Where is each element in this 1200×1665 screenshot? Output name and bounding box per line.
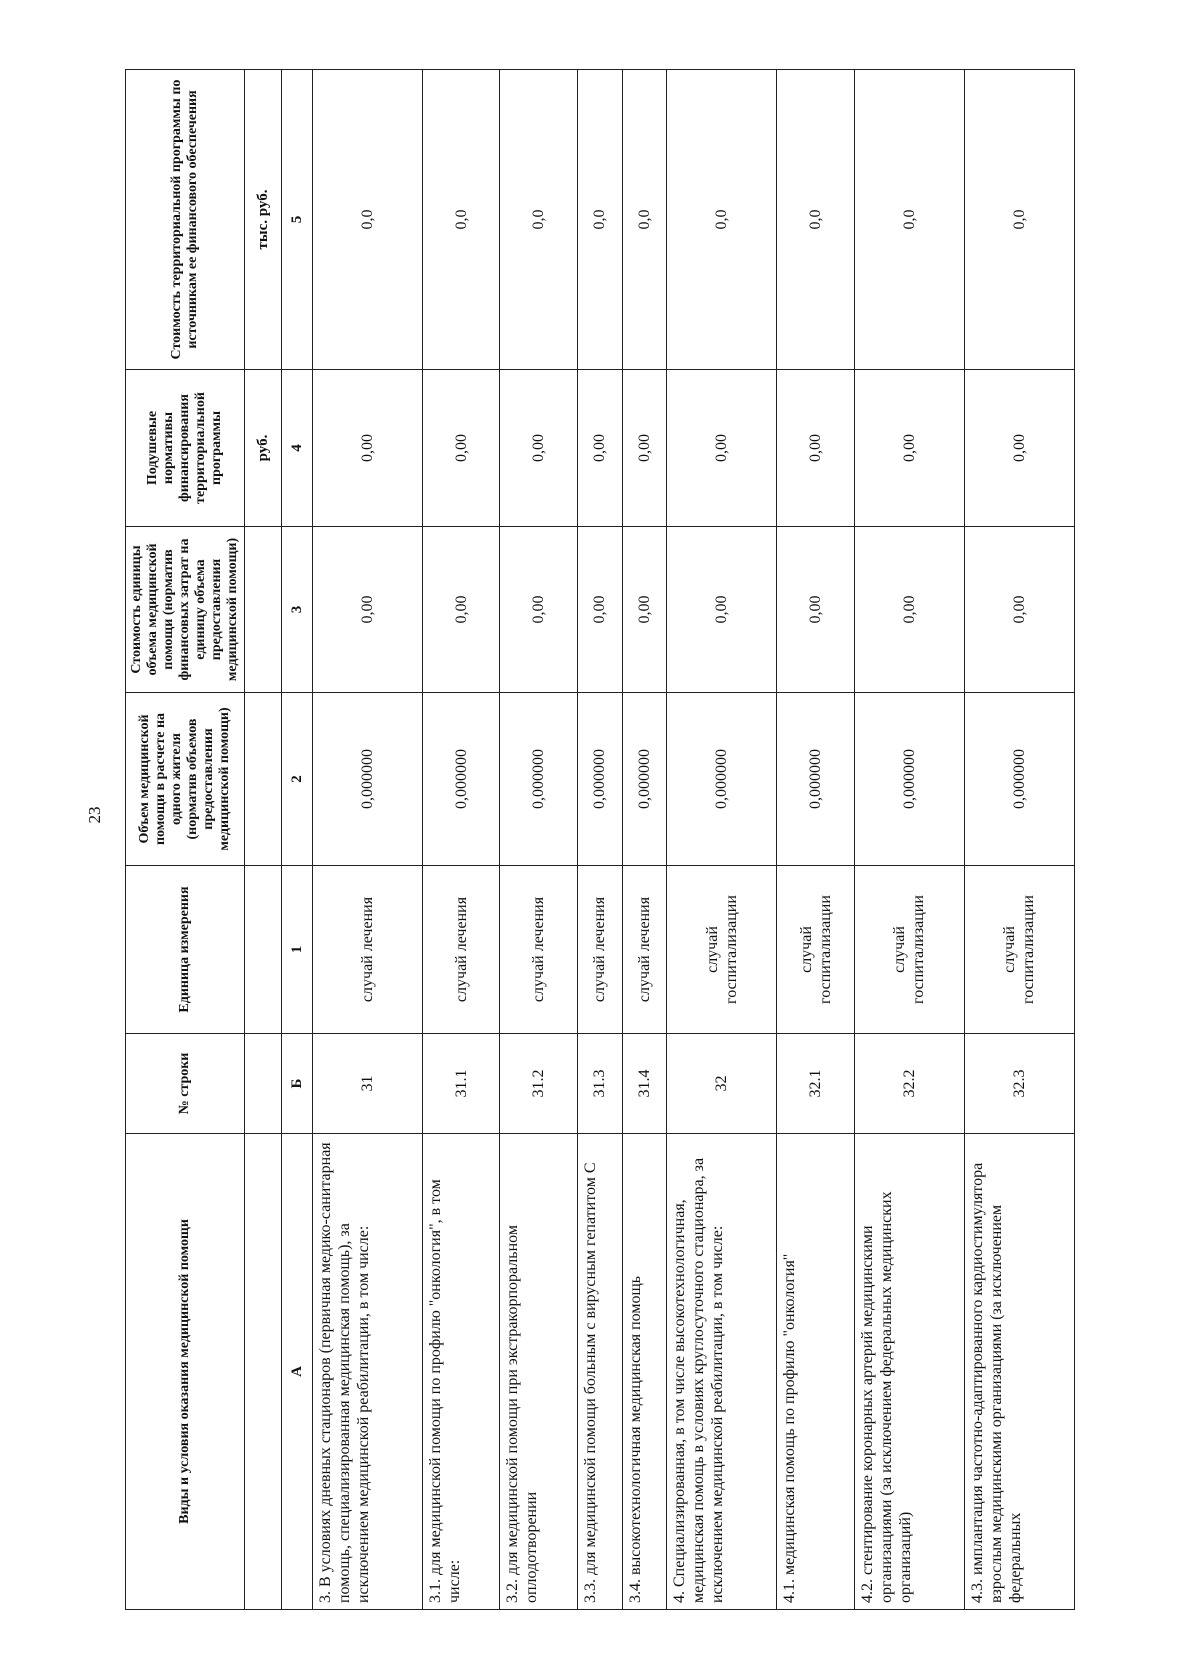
table-row [854, 70, 964, 1610]
unit-cell: случай госпитализации [854, 866, 964, 1034]
line-number-cell: 31.3 [577, 1034, 622, 1134]
column-number: 4 [282, 370, 313, 527]
table-row [577, 70, 622, 1610]
volume-cell: 0,000000 [622, 693, 667, 866]
column-number: А [282, 1134, 313, 1610]
unit-cell [245, 1134, 282, 1610]
table-row [500, 70, 577, 1610]
unit-cost-cell: 0,00 [423, 527, 500, 693]
header-volume: Объем медицинской помощи в расчете на одного жителя (норматив объемов предоставления медицинской помощи) [126, 693, 245, 866]
care-type-cell: 4.3. имплантация частотно-адаптированного кардиостимулятора взрослым медицинскими организациями (за исключением федеральных [964, 1134, 1074, 1610]
care-type-cell: 3. В условиях дневных стационаров (первичная медико-санитарная помощь, специализированная медицинская помощь), за исключением медицинской реабилитации, в том числе: [313, 1134, 423, 1610]
header-per-capita: Подушевые нормативы финансирования территориальной программы [126, 370, 245, 527]
per-capita-cell: 0,00 [622, 370, 667, 527]
table-row [667, 70, 777, 1610]
care-type-cell: 3.2. для медицинской помощи при экстракорпоральном оплодотворении [500, 1134, 577, 1610]
column-number: Б [282, 1034, 313, 1134]
per-capita-cell: 0,00 [577, 370, 622, 527]
line-number-cell: 32.2 [854, 1034, 964, 1134]
unit-cell: тыс. руб. [245, 70, 282, 370]
unit-cell: случай лечения [500, 866, 577, 1034]
line-number-cell: 32.3 [964, 1034, 1074, 1134]
line-number-cell: 31 [313, 1034, 423, 1134]
unit-cost-cell: 0,00 [577, 527, 622, 693]
financing-table [125, 69, 1075, 1610]
unit-cell: случай лечения [622, 866, 667, 1034]
per-capita-cell: 0,00 [313, 370, 423, 527]
program-cost-cell: 0,0 [500, 70, 577, 370]
header-unit-cost: Стоимость единицы объема медицинской помощи (норматив финансовых затрат на единицу объема предоставления медицинской помощи) [126, 527, 245, 693]
unit-cell [245, 527, 282, 693]
header-line-number: № строки [126, 1034, 245, 1134]
program-cost-cell: 0,0 [577, 70, 622, 370]
unit-cell [245, 866, 282, 1034]
units-row [245, 70, 282, 1610]
table-row [964, 70, 1074, 1610]
line-number-cell: 31.2 [500, 1034, 577, 1134]
line-number-cell: 32 [667, 1034, 777, 1134]
unit-cost-cell: 0,00 [500, 527, 577, 693]
column-number: 1 [282, 866, 313, 1034]
program-cost-cell: 0,0 [313, 70, 423, 370]
line-number-cell: 31.4 [622, 1034, 667, 1134]
column-numbers-row [282, 70, 313, 1610]
volume-cell: 0,000000 [777, 693, 854, 866]
rotated-table-wrapper [125, 70, 1075, 1610]
unit-cost-cell: 0,00 [622, 527, 667, 693]
unit-cell: случай госпитализации [777, 866, 854, 1034]
header-care-type: Виды и условия оказания медицинской помощи [126, 1134, 245, 1610]
volume-cell: 0,000000 [667, 693, 777, 866]
care-type-cell: 4.1. медицинская помощь по профилю "онкология" [777, 1134, 854, 1610]
unit-cell: случай лечения [423, 866, 500, 1034]
program-cost-cell: 0,0 [854, 70, 964, 370]
unit-cell: случай госпитализации [964, 866, 1074, 1034]
header-unit: Единица измерения [126, 866, 245, 1034]
per-capita-cell: 0,00 [964, 370, 1074, 527]
program-cost-cell: 0,0 [667, 70, 777, 370]
unit-cell: руб. [245, 370, 282, 527]
per-capita-cell: 0,00 [854, 370, 964, 527]
column-number: 5 [282, 70, 313, 370]
volume-cell: 0,000000 [500, 693, 577, 866]
per-capita-cell: 0,00 [423, 370, 500, 527]
unit-cost-cell: 0,00 [313, 527, 423, 693]
unit-cell: случай лечения [577, 866, 622, 1034]
column-number: 3 [282, 527, 313, 693]
table-row [622, 70, 667, 1610]
line-number-cell: 32.1 [777, 1034, 854, 1134]
care-type-cell: 4.2. стентирование коронарных артерий медицинскими организациями (за исключением федеральных медицинских организаций) [854, 1134, 964, 1610]
care-type-cell: 3.1. для медицинской помощи по профилю "онкология", в том числе: [423, 1134, 500, 1610]
table-row [777, 70, 854, 1610]
volume-cell: 0,000000 [964, 693, 1074, 866]
unit-cost-cell: 0,00 [854, 527, 964, 693]
volume-cell: 0,000000 [577, 693, 622, 866]
unit-cell: случай госпитализации [667, 866, 777, 1034]
line-number-cell: 31.1 [423, 1034, 500, 1134]
header-row [126, 70, 245, 1610]
volume-cell: 0,000000 [854, 693, 964, 866]
program-cost-cell: 0,0 [777, 70, 854, 370]
per-capita-cell: 0,00 [777, 370, 854, 527]
unit-cost-cell: 0,00 [964, 527, 1074, 693]
volume-cell: 0,000000 [423, 693, 500, 866]
unit-cost-cell: 0,00 [667, 527, 777, 693]
per-capita-cell: 0,00 [500, 370, 577, 527]
program-cost-cell: 0,0 [423, 70, 500, 370]
per-capita-cell: 0,00 [667, 370, 777, 527]
unit-cell: случай лечения [313, 866, 423, 1034]
care-type-cell: 3.3. для медицинской помощи больным с вирусным гепатитом С [577, 1134, 622, 1610]
program-cost-cell: 0,0 [964, 70, 1074, 370]
column-number: 2 [282, 693, 313, 866]
care-type-cell: 3.4. высокотехнологичная медицинская помощь [622, 1134, 667, 1610]
header-program-cost: Стоимость территориальной программы по источникам ее финансового обеспечения [126, 70, 245, 370]
table-row [313, 70, 423, 1610]
care-type-cell: 4. Специализированная, в том числе высокотехнологичная, медицинская помощь в условиях круглосуточного стационара, за исключением медицинской реабилитации, в том числе: [667, 1134, 777, 1610]
page-number: 23 [85, 806, 104, 824]
table-row [423, 70, 500, 1610]
unit-cell [245, 1034, 282, 1134]
unit-cost-cell: 0,00 [777, 527, 854, 693]
program-cost-cell: 0,0 [622, 70, 667, 370]
unit-cell [245, 693, 282, 866]
volume-cell: 0,000000 [313, 693, 423, 866]
